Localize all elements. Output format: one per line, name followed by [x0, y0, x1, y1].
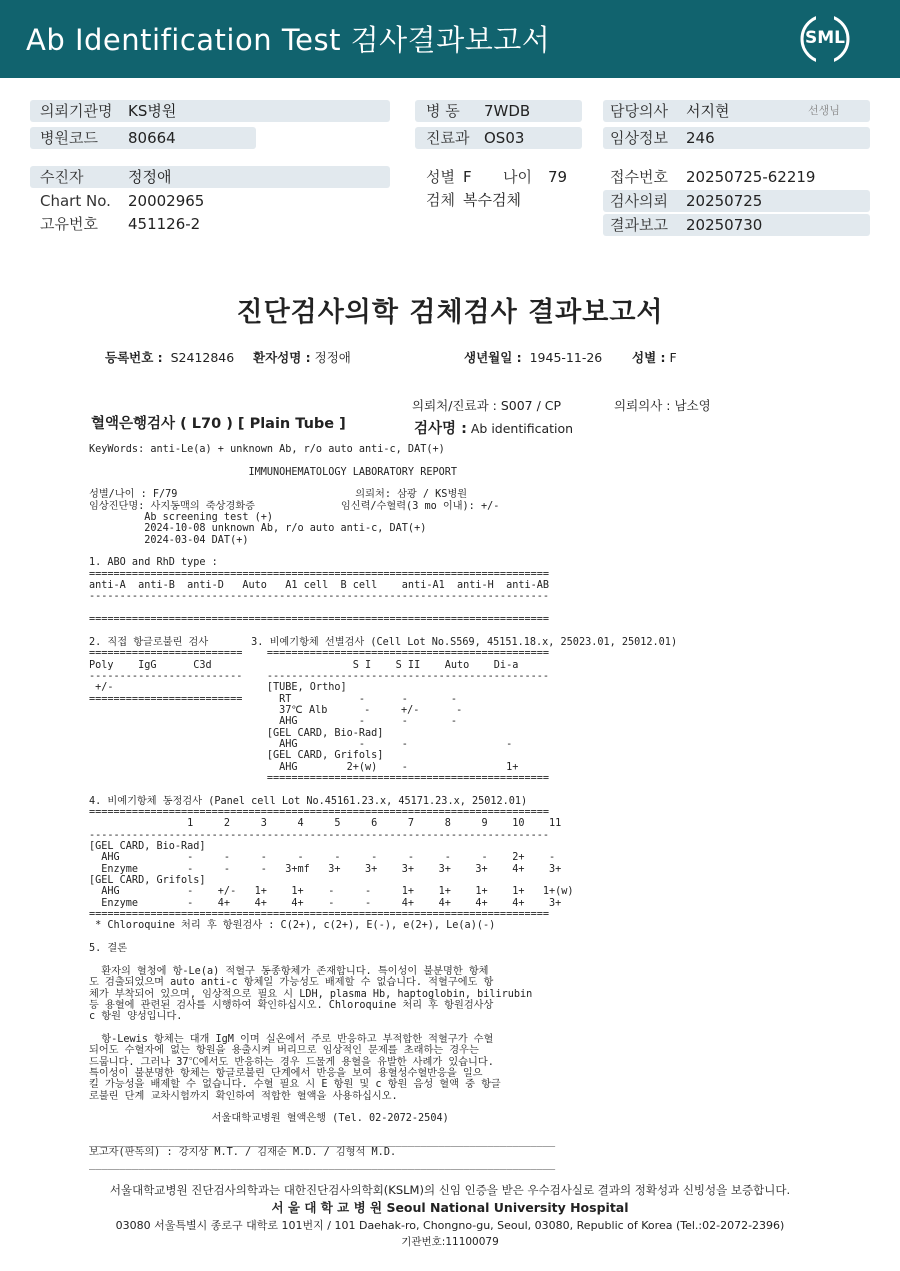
- report-value: 20250730: [686, 216, 763, 234]
- doctor-value: 서지현: [686, 102, 730, 120]
- dob: 생년월일 : 1945-11-26: [464, 350, 603, 365]
- footer-hospital-name: 서 울 대 학 교 병 원 Seoul National University Hospital: [271, 1200, 629, 1215]
- patient-value: 정정애: [128, 168, 172, 186]
- footer-address: 03080 서울특별시 종로구 대학로 101번지 / 101 Daehak-ro, Chongno-gu, Seoul, 03080, Republic of Korea (Tel.:02-2072-2396): [115, 1219, 785, 1232]
- doctor-label: 담당의사: [610, 102, 668, 120]
- clinical-value: 246: [686, 129, 715, 147]
- hospital-code-label: 병원코드: [40, 129, 98, 147]
- test-group: 혈액은행검사 ( L70 ) [ Plain Tube ]: [91, 416, 346, 432]
- request-label: 검사의뢰: [610, 192, 668, 210]
- ward-label: 병 동: [426, 102, 460, 120]
- footer-institution-no: 기관번호:11100079: [401, 1236, 499, 1248]
- report-title: 진단검사의학 검체검사 결과보고서: [236, 297, 664, 328]
- reg-no: 등록번호 : S2412846: [105, 350, 235, 365]
- unique-value: 451126-2: [128, 215, 201, 233]
- chart-value: 20002965: [128, 192, 205, 210]
- dept-label: 진료과: [426, 129, 470, 147]
- doctor-suffix: 선생님: [808, 104, 840, 117]
- ward-value: 7WDB: [484, 102, 531, 120]
- institution-label: 의뢰기관명: [40, 102, 113, 120]
- specimen-label: 검체: [426, 191, 455, 209]
- request-value: 20250725: [686, 192, 763, 210]
- dept-value: OS03: [484, 129, 525, 147]
- doctor-line: 의뢰의사 : 남소영: [614, 398, 711, 413]
- age-value: 79: [548, 168, 568, 186]
- hospital-code-value: 80664: [128, 129, 176, 147]
- patient-label: 수진자: [40, 168, 84, 186]
- logo-text: SML: [805, 28, 845, 48]
- report-body: KeyWords: anti-Le(a) + unknown Ab, r/o auto anti-c, DAT(+) IMMUNOHEMATOLOGY LABORATORY REPORT 성별/나이 : F/79 의뢰처: 삼광 / KS병원 임상진단명: 사지동맥의 죽상경화증 임신력/수혈력(3 mo 이내): +/- Ab screening test (+) 2024-10-08 unknown Ab, r/o auto anti-c, DAT(+) 2024-03-04 DAT(+) 1. ABO and RhD type : =========================================================================== anti-A anti-B anti-D Auto A1 cell B cell anti-A1 anti-H anti-AB --------------------------------------------------------------------------- =========================================================================== 2. 직접 항글로불린 검사 3. 비예기항체 선별검사 (Cell Lot No.S569, 45151.18.x, 25023.01, 25012.01) ========================= ============================================== Poly IgG C3d S I S II Auto Di-a ------------------------- ---------------------------------------------- +/- [TUBE, Ortho] ========================= RT - - - 37℃ Alb - +/- - AHG - - - [GEL CARD, Bio-Rad] AHG - - - [GEL CARD, Grifols] AHG 2+(w) - 1+ ============================================== 4. 비예기항체 동정검사 (Panel cell Lot No.45161.23.x, 45171.23.x, 25012.01) =========================================================================== 1 2 3 4 5 6 7 8 9 10 11 --------------------------------------------------------------------------- [GEL CARD, Bio-Rad] AHG - - - - - - - - - 2+ - Enzyme - - - 3+mf 3+ 3+ 3+ 3+ 3+ 4+ 3+ [GEL CARD, Grifols] AHG - +/- 1+ 1+ - - 1+ 1+ 1+ 1+ 1+(w) Enzyme - 4+ 4+ 4+ - - 4+ 4+ 4+ 4+ 3+ =========================================================================== * Chloroquine 처리 후 항원검사 : C(2+), c(2+), E(-), e(2+), Le(a)(-) 5. 결론 환자의 혈청에 항-Le(a) 적혈구 동종항체가 존재합니다. 특이성이 불분명한 항체 도 검출되었으며 auto anti-c 항체일 가능성도 배제할 수 없습니다. 적혈구에도 항 체가 부착되어 있으며, 임상적으로 필요 시 LDH, plasma Hb, haptoglobin, bilirubin 등 용혈에 관련된 검사를 시행하여 확인하십시오. Chloroquine 처리 후 항원검사상 c 항원 양성입니다. 항-Lewis 항체는 대개 IgM 이며 실온에서 주로 반응하고 부적합한 적혈구가 수혈 되어도 수혈자에 없는 항원을 용출시켜 버리므로 임상적인 문제를 초래하는 경우는 드뭅니다. 그러나 37℃에서도 반응하는 경우 드물게 용혈을 유발한 사례가 있습니다. 특이성이 불분명한 항체는 항글로불린 단계에서 반응을 보여 용혈성수혈반응을 일으 킬 가능성을 배제할 수 없습니다. 수혈 필요 시 E 항원 및 c 항원 음성 혈액 중 항글 로불린 단계 교차시험까지 확인하여 적합한 혈액을 사용하십시오. 서울대학교병원 혈액은행 (Tel. 02-2072-2504) ____________________________________________________________________________ 보고자(판독의) : 강지상 M.T. / 김재순 M.D. / 김형석 M.D. ____________________________________________________________________________: [89, 444, 678, 1170]
- report-sex: 성별 : F: [632, 350, 677, 365]
- age-label: 나이: [503, 168, 532, 186]
- info-bar: [30, 166, 390, 188]
- unique-label: 고유번호: [40, 215, 98, 233]
- sex-label: 성별: [426, 168, 455, 186]
- test-name: 검사명 : Ab identification: [414, 421, 574, 437]
- receipt-label: 접수번호: [610, 168, 668, 186]
- report-label: 결과보고: [610, 216, 668, 234]
- institution-value: KS병원: [128, 102, 177, 120]
- footer-certification: 서울대학교병원 진단검사의학과는 대한진단검사의학회(KSLM)의 신임 인증을 받은 우수검사실로 결과의 정확성과 신빙성을 보증합니다.: [109, 1183, 791, 1197]
- patient-name: 환자성명 : 정정애: [253, 350, 351, 365]
- header-bar: [0, 0, 900, 78]
- sex-value: F: [463, 168, 472, 186]
- receipt-value: 20250725-62219: [686, 168, 816, 186]
- clinical-label: 임상정보: [610, 129, 668, 147]
- page-title: Ab Identification Test 검사결과보고서: [26, 23, 551, 57]
- dept-line: 의뢰처/진료과 : S007 / CP: [412, 398, 562, 413]
- chart-label: Chart No.: [40, 192, 111, 210]
- specimen-value: 복수검체: [463, 191, 521, 209]
- sml-logo-icon: [798, 12, 852, 66]
